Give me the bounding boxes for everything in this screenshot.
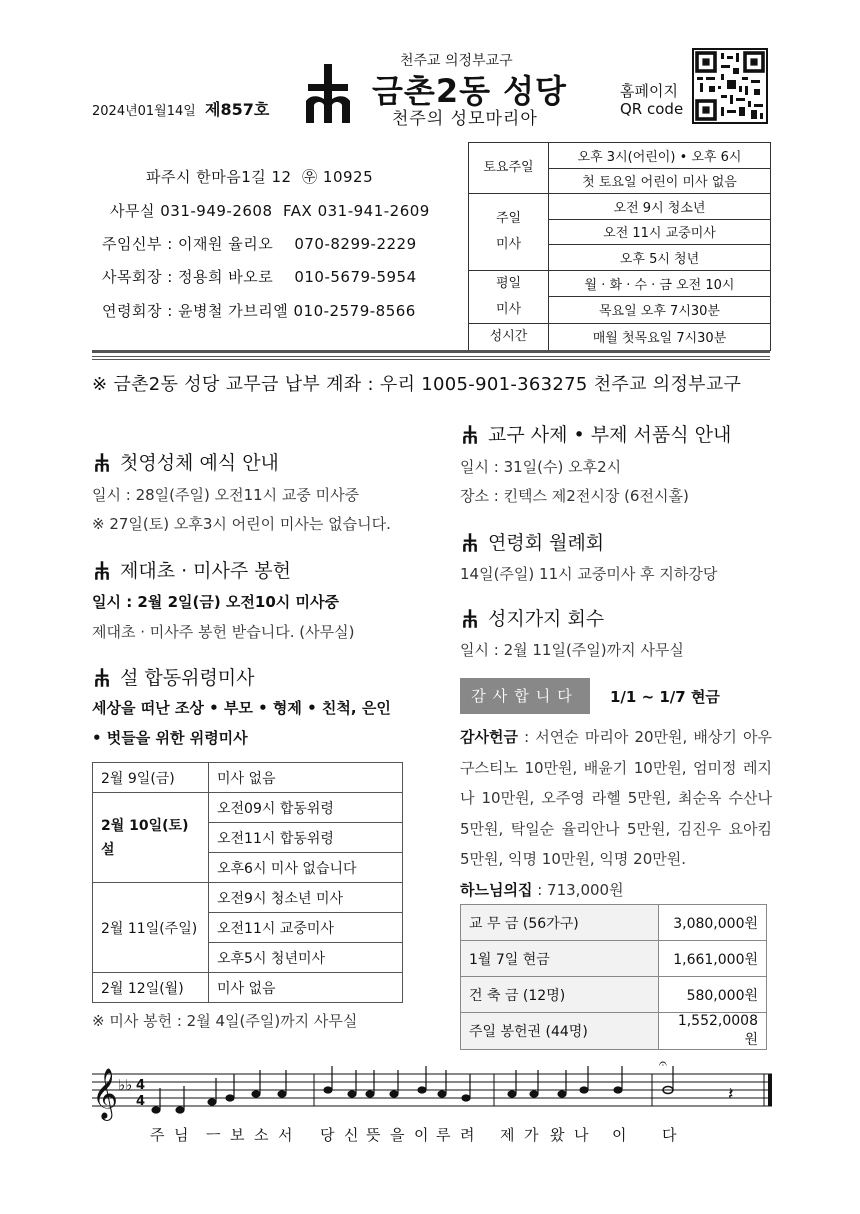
memorial-note: ※ 미사 봉헌 : 2월 4일(주일)까지 사무실 <box>92 1012 358 1030</box>
sunday-time: 오후 5시 청년 <box>549 245 771 271</box>
communion-date: 일시 : 28일(주일) 오전11시 교중 미사중 <box>92 486 360 504</box>
sunday-time: 오전 11시 교중미사 <box>549 219 771 245</box>
thanks-banner: 감사합니다 <box>460 678 590 714</box>
memorial-schedule-table <box>92 762 403 1003</box>
divider <box>92 356 770 357</box>
homepage-label: 홈페이지 <box>620 82 678 100</box>
palm-info: 일시 : 2월 11일(주일)까지 사무실 <box>460 641 684 659</box>
church-cross-logo <box>296 60 360 124</box>
pastor-contact: 주임신부 : 이재원 율리오 070-8299-2229 <box>102 235 417 253</box>
section-title-elders-meeting: 연령회 월례회 <box>460 528 604 555</box>
table-row: 1월 7일 현금 1,661,000원 <box>461 941 767 977</box>
account-notice: ※ 금촌2동 성당 교무금 납부 계좌 : 우리 1005-901-363275 천주교 의정부교구 <box>92 374 742 395</box>
cross-icon <box>92 560 112 580</box>
offering-date: 일시 : 2월 2일(금) 오전10시 미사중 <box>92 593 339 611</box>
address: 파주시 한마음1길 12 ㉾ 10925 <box>146 168 374 186</box>
ordination-place: 장소 : 킨텍스 제2전시장 (6전시홀) <box>460 487 689 505</box>
elders-contact: 연령회장 : 윤병철 가브리엘 010-2579-8566 <box>102 302 416 320</box>
weekday-time: 월 · 화 · 수 · 금 오전 10시 <box>549 270 771 297</box>
table-row: 건 축 금 (12명) 580,000원 <box>461 977 767 1013</box>
table-row: 교 무 금 (56가구) 3,080,000원 <box>461 905 767 941</box>
qr-code-icon[interactable] <box>692 48 768 124</box>
weekday-time: 목요일 오후 7시30분 <box>549 297 771 324</box>
saturday-note: 첫 토요일 어린이 미사 없음 <box>549 168 771 194</box>
table-row: 2월 9일(금) 미사 없음 <box>93 763 403 793</box>
cross-icon <box>92 452 112 472</box>
table-row: 2월 10일(토) 설 오전09시 합동위령 <box>93 793 403 823</box>
issue-date: 2024년01월14일 <box>92 104 196 119</box>
qr-code-label: QR code <box>620 100 684 118</box>
section-title-memorial: 설 합동위령미사 <box>92 663 255 690</box>
elders-meeting-info: 14일(주일) 11시 교중미사 후 지하강당 <box>460 565 718 583</box>
memorial-desc: 세상을 떠난 조상 • 부모 • 형제 • 친척, 은인 <box>92 699 391 717</box>
table-row: 오후5시 청년미사 <box>93 943 403 973</box>
section-title-ordination: 교구 사제 • 부제 서품식 안내 <box>460 420 731 447</box>
cross-icon <box>92 667 112 687</box>
council-contact: 사목회장 : 정용희 바오로 010-5679-5954 <box>102 268 417 286</box>
table-row: 오전11시 합동위령 <box>93 823 403 853</box>
mass-times-table <box>468 142 771 351</box>
offering-note: 제대초 · 미사주 봉헌 받습니다. (사무실) <box>92 623 355 641</box>
office-phone: 사무실 031-949-2608 FAX 031-941-2609 <box>110 202 430 220</box>
thanks-range: 1/1 ~ 1/7 현금 <box>610 688 720 706</box>
cross-icon <box>460 608 480 628</box>
church-patron: 천주의 성모마리아 <box>392 109 538 129</box>
memorial-desc: • 벗들을 위한 위령미사 <box>92 729 248 747</box>
sunday-label: 주일 미사 <box>469 194 549 271</box>
svg-text:𝄽: 𝄽 <box>728 1084 734 1105</box>
table-row: 2월 12일(월) 미사 없음 <box>93 973 403 1003</box>
music-staff <box>88 1060 778 1122</box>
svg-text:♭♭: ♭♭ <box>118 1076 133 1094</box>
section-title-communion: 첫영성체 예식 안내 <box>92 448 279 475</box>
holy-hour-label: 성시간 <box>469 323 549 350</box>
cross-icon <box>460 424 480 444</box>
diocese-name: 천주교 의정부교구 <box>400 53 513 69</box>
issue-number: 제857호 <box>205 100 270 119</box>
church-name: 금촌2동 성당 <box>372 72 567 110</box>
svg-text:4: 4 <box>136 1094 146 1109</box>
offering-summary-table <box>460 904 767 1050</box>
gratitude-offerings: 감사헌금 : 서연순 마리아 20만원, 배상기 아우구스티노 10만원, 배윤기 10만원, 엄미정 레지나 10만원, 오주영 라헬 5만원, 최순옥 수산나 5만원, 탁일순 율리안나 5만원, 김진우 요아킴 5만원, 익명 10만원, 익명 20만원. 하느님의집 : 713,000원 <box>460 728 772 899</box>
communion-note: ※ 27일(토) 오후3시 어린이 미사는 없습니다. <box>92 515 391 533</box>
table-row: 주일 봉헌권 (44명) 1,552,0008원 <box>461 1013 767 1050</box>
weekday-label: 평일 미사 <box>469 270 549 323</box>
section-title-palm: 성지가지 회수 <box>460 604 604 631</box>
svg-text:𝄐: 𝄐 <box>659 1060 667 1072</box>
table-row: 2월 11일(주일) 오전9시 청소년 미사 <box>93 883 403 913</box>
svg-text:4: 4 <box>136 1078 146 1093</box>
table-row: 오전11시 교중미사 <box>93 913 403 943</box>
section-title-offering: 제대초 · 미사주 봉헌 <box>92 556 291 583</box>
cross-icon <box>460 532 480 552</box>
saturday-time: 오후 3시(어린이) • 오후 6시 <box>549 143 771 169</box>
divider <box>92 359 770 360</box>
ordination-date: 일시 : 31일(수) 오후2시 <box>460 458 622 476</box>
saturday-label: 토요주일 <box>469 143 549 194</box>
divider <box>92 350 770 353</box>
holy-hour-time: 매월 첫목요일 7시30분 <box>549 323 771 350</box>
sunday-time: 오전 9시 청소년 <box>549 194 771 220</box>
table-row: 오후6시 미사 없습니다 <box>93 853 403 883</box>
svg-text:𝄞: 𝄞 <box>92 1068 119 1119</box>
